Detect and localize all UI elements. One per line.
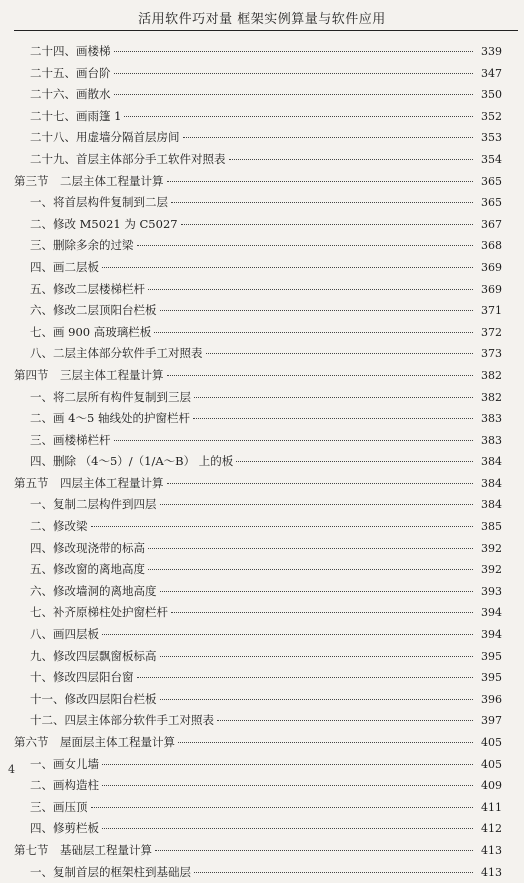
toc-entry — [0, 775, 524, 797]
toc-leader-dots — [91, 526, 474, 527]
toc-entry-page: 354 — [481, 152, 502, 166]
page-number: 4 — [8, 763, 15, 776]
toc-entry-title: 六、修改二层顶阳台栏板 — [30, 303, 157, 318]
toc-entry — [0, 279, 524, 301]
toc-entry-title: 三、删除多余的过梁 — [30, 238, 134, 253]
toc-entry — [0, 300, 524, 322]
toc-entry-page: 373 — [481, 347, 502, 361]
toc-entry-page: 396 — [481, 692, 502, 706]
toc-leader-dots — [124, 116, 473, 117]
toc-entry-title: 十、修改四层阳台窗 — [30, 670, 134, 685]
toc-section-entry — [0, 171, 524, 193]
toc-leader-dots — [183, 137, 474, 138]
toc-leader-dots — [137, 245, 474, 246]
toc-entry-title: 一、画女儿墙 — [30, 756, 99, 771]
toc-leader-dots — [102, 634, 473, 635]
toc-entry-title: 十二、四层主体部分软件手工对照表 — [30, 713, 214, 728]
toc-entry — [0, 84, 524, 106]
toc-leader-dots — [171, 202, 473, 203]
toc-entry — [0, 624, 524, 646]
toc-entry-title: 三、画楼梯栏杆 — [30, 432, 111, 447]
toc-entry-title: 二十八、用虚墙分隔首层房间 — [30, 130, 180, 145]
toc-entry-page: 372 — [481, 325, 502, 339]
toc-entry-title: 第三节 二层主体工程量计算 — [14, 173, 164, 188]
toc-entry-title: 四、修改现浇带的标高 — [30, 540, 145, 555]
toc-entry-page: 413 — [481, 843, 502, 857]
toc-entry-title: 第七节 基础层工程量计算 — [14, 842, 152, 857]
toc-leader-dots — [102, 828, 473, 829]
toc-entry-title: 五、修改窗的离地高度 — [30, 562, 145, 577]
toc-entry-page: 350 — [481, 88, 502, 102]
toc-leader-dots — [167, 181, 474, 182]
toc-entry-page: 382 — [481, 368, 502, 382]
toc-leader-dots — [148, 289, 473, 290]
toc-entry-page: 383 — [481, 433, 502, 447]
toc-entry — [0, 559, 524, 581]
toc-entry-title: 二十七、画雨篷 1 — [30, 108, 122, 123]
toc-entry-title: 二、画构造柱 — [30, 778, 99, 793]
toc-entry — [0, 41, 524, 63]
toc-entry-title: 四、修剪栏板 — [30, 821, 99, 836]
toc-leader-dots — [160, 656, 474, 657]
toc-leader-dots — [229, 159, 474, 160]
toc-leader-dots — [217, 720, 473, 721]
toc-section-entry — [0, 473, 524, 495]
toc-entry — [0, 646, 524, 668]
toc-entry — [0, 149, 524, 171]
toc-entry-page: 409 — [481, 779, 502, 793]
header-rule — [14, 30, 518, 31]
header-title: 活用软件巧对量 框架实例算量与软件应用 — [138, 12, 386, 27]
toc-leader-dots — [194, 397, 473, 398]
toc-leader-dots — [114, 51, 474, 52]
toc-entry-page: 394 — [481, 628, 502, 642]
toc-entry — [0, 235, 524, 257]
toc-section-entry — [0, 365, 524, 387]
toc-entry-page: 405 — [481, 757, 502, 771]
toc-entry-title: 八、画四层板 — [30, 627, 99, 642]
toc-entry-title: 四、画二层板 — [30, 259, 99, 274]
toc-leader-dots — [148, 548, 473, 549]
toc-entry-page: 339 — [481, 45, 502, 58]
toc-entry-page: 392 — [481, 563, 502, 577]
toc-entry — [0, 257, 524, 279]
toc-entry — [0, 192, 524, 214]
toc-entry-title: 六、修改墙洞的离地高度 — [30, 583, 157, 598]
toc-entry-title: 七、补齐原梯柱处护窗栏杆 — [30, 605, 168, 620]
toc-entry-title: 七、画 900 高玻璃栏板 — [30, 324, 152, 339]
toc-entry-page: 367 — [481, 217, 502, 231]
toc-entry-page: 369 — [481, 282, 502, 296]
toc-entry-title: 四、删除 （4～5）/（1/A～B） 上的板 — [30, 454, 234, 469]
toc-leader-dots — [193, 418, 473, 419]
toc-entry — [0, 862, 524, 883]
toc-entry-page: 365 — [481, 196, 502, 210]
toc-entry — [0, 494, 524, 516]
toc-entry — [0, 214, 524, 236]
toc-entry-title: 一、将二层所有构件复制到三层 — [30, 389, 191, 404]
toc-entry — [0, 710, 524, 732]
toc-entry — [0, 581, 524, 603]
toc-leader-dots — [181, 224, 473, 225]
toc-leader-dots — [171, 612, 473, 613]
toc-leader-dots — [160, 310, 474, 311]
toc-entry-page: 352 — [481, 109, 502, 123]
toc-entry-page: 395 — [481, 671, 502, 685]
toc-entry-page: 365 — [481, 174, 502, 188]
toc-section-entry — [0, 732, 524, 754]
toc-leader-dots — [114, 73, 474, 74]
toc-leader-dots — [102, 267, 473, 268]
running-header — [0, 0, 524, 34]
toc-entry — [0, 667, 524, 689]
toc-entry — [0, 408, 524, 430]
toc-entry — [0, 516, 524, 538]
toc-leader-dots — [91, 807, 474, 808]
toc-entry-page: 384 — [481, 476, 502, 490]
toc-entry-title: 三、画压顶 — [30, 799, 88, 814]
toc-entry — [0, 106, 524, 128]
toc-entry-title: 第六节 屋面层主体工程量计算 — [14, 735, 175, 749]
toc-entry-page: 368 — [481, 239, 502, 253]
toc-leader-dots — [137, 677, 474, 678]
toc-leader-dots — [178, 742, 473, 743]
toc-entry — [0, 602, 524, 624]
toc-entry-title: 二十九、首层主体部分手工软件对照表 — [30, 151, 226, 166]
toc-entry — [0, 538, 524, 560]
toc-entry-page: 405 — [481, 736, 502, 749]
toc-entry — [0, 343, 524, 365]
toc-leader-dots — [102, 764, 473, 765]
toc-entry — [0, 387, 524, 409]
toc-entry-page: 394 — [481, 606, 502, 620]
toc-entry-title: 五、修改二层楼梯栏杆 — [30, 281, 145, 296]
toc-entry-title: 二十六、画散水 — [30, 87, 111, 102]
toc-leader-dots — [160, 504, 474, 505]
toc-entry — [0, 430, 524, 452]
toc-entry — [0, 754, 524, 776]
toc-entry-page: 383 — [481, 412, 502, 426]
toc-entry-title: 二、修改梁 — [30, 519, 88, 534]
toc-entry-page: 411 — [481, 800, 502, 814]
toc-leader-dots — [167, 483, 474, 484]
toc-entry-page: 395 — [481, 649, 502, 663]
toc-entry-title: 二十五、画台阶 — [30, 65, 111, 80]
toc-entry-page: 393 — [481, 584, 502, 598]
toc-entry-title: 一、复制二层构件到四层 — [30, 497, 157, 512]
toc-entry-page: 384 — [481, 498, 502, 512]
toc-entry-title: 九、修改四层飘窗板标高 — [30, 648, 157, 663]
table-of-contents — [0, 41, 524, 883]
toc-leader-dots — [102, 785, 473, 786]
toc-entry-title: 八、二层主体部分软件手工对照表 — [30, 346, 203, 361]
toc-entry-page: 392 — [481, 541, 502, 555]
toc-leader-dots — [148, 569, 473, 570]
toc-entry — [0, 63, 524, 85]
toc-entry — [0, 689, 524, 711]
toc-entry-title: 二、修改 M5021 为 C5027 — [30, 216, 178, 231]
toc-entry-page: 353 — [481, 131, 502, 145]
toc-leader-dots — [154, 332, 473, 333]
toc-entry-page: 412 — [481, 822, 502, 836]
toc-entry-title: 一、复制首层的框架柱到基础层 — [30, 864, 191, 879]
toc-entry — [0, 818, 524, 840]
toc-entry — [0, 127, 524, 149]
toc-section-entry — [0, 840, 524, 862]
toc-entry — [0, 797, 524, 819]
toc-leader-dots — [114, 94, 474, 95]
toc-leader-dots — [160, 591, 474, 592]
toc-entry-title: 十一、修改四层阳台栏板 — [30, 691, 157, 706]
toc-entry-page: 397 — [481, 714, 502, 728]
toc-entry-page: 385 — [481, 520, 502, 534]
toc-entry-page: 413 — [481, 865, 502, 879]
toc-entry — [0, 451, 524, 473]
toc-entry-title: 第四节 三层主体工程量计算 — [14, 367, 164, 382]
toc-leader-dots — [236, 461, 473, 462]
toc-entry — [0, 322, 524, 344]
toc-leader-dots — [167, 375, 474, 376]
toc-leader-dots — [160, 699, 474, 700]
toc-leader-dots — [194, 872, 473, 873]
toc-leader-dots — [206, 353, 474, 354]
toc-leader-dots — [114, 440, 474, 441]
toc-entry-page: 369 — [481, 260, 502, 274]
toc-entry-page: 382 — [481, 390, 502, 404]
toc-entry-title: 一、将首层构件复制到二层 — [30, 195, 168, 210]
toc-entry-page: 371 — [481, 304, 502, 318]
toc-leader-dots — [155, 850, 473, 851]
toc-entry-page: 347 — [481, 66, 502, 80]
toc-entry-page: 384 — [481, 455, 502, 469]
toc-entry-title: 二、画 4～5 轴线处的护窗栏杆 — [30, 411, 190, 426]
toc-entry-title: 二十四、画楼梯 — [30, 44, 111, 58]
toc-entry-title: 第五节 四层主体工程量计算 — [14, 475, 164, 490]
